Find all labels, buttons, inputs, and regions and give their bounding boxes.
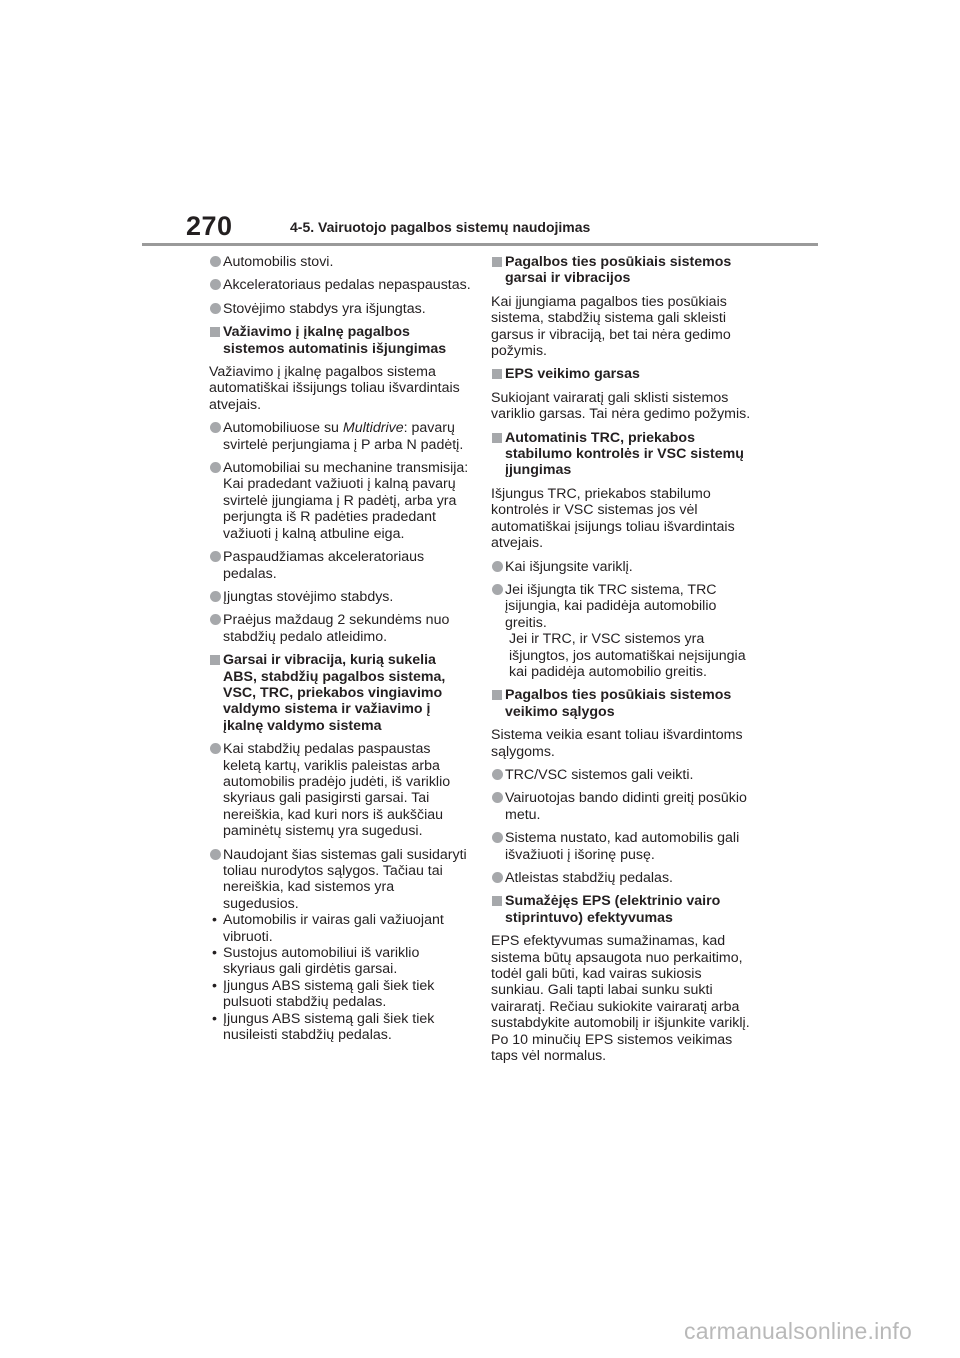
bullet-icon: [210, 849, 221, 860]
watermark-link[interactable]: carmanualsonline.info: [684, 1318, 912, 1344]
bullet-icon: [492, 872, 503, 883]
section-heading: Garsai ir vibracija, kurią sukelia ABS, stabdžių pagalbos sistema, VSC, TRC, priekabos vingiavimo valdymo sistema ir važiavimo į įkalnę valdymo sistema: [209, 652, 471, 734]
bullet-icon: [210, 614, 221, 625]
square-bullet-icon: [492, 257, 502, 267]
list-item: TRC/VSC sistemos gali veikti.: [491, 767, 753, 783]
list-item: Stovėjimo stabdys yra išjungtas.: [209, 301, 471, 317]
bullet-icon: [492, 832, 503, 843]
sub-bullet-marker: •: [212, 945, 217, 962]
list-item: Automobiliuose su Multidrive: pavarų svirtelė perjungiama į P arba N padėtį.: [209, 420, 471, 453]
square-bullet-icon: [492, 896, 502, 906]
list-item: Sistema nustato, kad automobilis gali išvažiuoti į išorinę pusę.: [491, 830, 753, 863]
list-item-continuation: Jei ir TRC, ir VSC sistemos yra išjungtos, jos automatiškai neįsijungia kai padidėja automobilio greitis.: [509, 631, 746, 680]
square-bullet-icon: [492, 369, 502, 379]
chapter-title: 4-5. Vairuotojo pagalbos sistemų naudojimas: [290, 219, 591, 235]
list-item: Kai išjungsite variklį.: [491, 559, 753, 575]
list-item: Kai stabdžių pedalas paspaustas keletą kartų, variklis paleistas arba automobilis pradėjo judėti, iš variklio skyriaus gali pasigirsti garsai. Tai nereiškia, kad kuri nors iš aukščiau paminėtų sistemų yra sugedusi.: [209, 741, 471, 839]
list-item: Praėjus maždaug 2 sekundėms nuo stabdžių pedalo atleidimo.: [209, 612, 471, 645]
section-heading: Sumažėjęs EPS (elektrinio vairo stiprintuvo) efektyvumas: [491, 893, 753, 926]
bullet-icon: [210, 279, 221, 290]
list-item: Jei išjungta tik TRC sistema, TRC įsijungia, kai padidėja automobilio greitis. Jei ir TRC, ir VSC sistemos yra išjungtos, jos automatiškai neįsijungia kai padidėja automobilio greitis.: [491, 582, 753, 680]
bullet-icon: [492, 584, 503, 595]
paragraph: Sukiojant vairaratį gali sklisti sistemos variklio garsas. Tai nėra gedimo požymis.: [491, 389, 751, 423]
bullet-icon: [210, 462, 221, 473]
bullet-icon: [210, 422, 221, 433]
bullet-icon: [210, 743, 221, 754]
paragraph: Sistema veikia esant toliau išvardintoms sąlygoms.: [491, 727, 743, 760]
square-bullet-icon: [210, 655, 220, 665]
sub-bullet-marker: •: [212, 1010, 217, 1027]
section-heading: EPS veikimo garsas: [491, 366, 753, 382]
section-heading: Pagalbos ties posūkiais sistemos garsai ir vibracijos: [491, 254, 753, 287]
list-item: Paspaudžiamas akceleratoriaus pedalas.: [209, 549, 471, 582]
bullet-icon: [492, 561, 503, 572]
sub-list-item: • Įjungus ABS sistemą gali šiek tiek pulsuoti stabdžių pedalas.: [212, 977, 435, 1011]
sub-list-item: • Įjungus ABS sistemą gali šiek tiek nusileisti stabdžių pedalas.: [212, 1010, 435, 1044]
right-column: [491, 254, 753, 1071]
bullet-icon: [492, 792, 503, 803]
paragraph: Išjungus TRC, priekabos stabilumo kontrolės ir VSC sistemas jos vėl automatiškai įsijungs toliau išvardintais atvejais.: [491, 485, 735, 552]
square-bullet-icon: [492, 433, 502, 443]
section-heading: Pagalbos ties posūkiais sistemos veikimo sąlygos: [491, 687, 753, 720]
paragraph: EPS efektyvumas sumažinamas, kad sistema būtų apsaugota nuo perkaitimo, todėl gali būti, kad vairas sukiosis sunkiau. Gali tapti labai sunku sukti vairaratį. Rečiau sukiokite vairaratį arba sustabdykite automobilį ir išjunkite variklį. Po 10 minučių EPS sistemos veikimas taps vėl normalus.: [491, 933, 750, 1065]
list-item: Automobiliai su mechanine transmisija: Kai pradedant važiuoti į kalną pavarų svirtelė įjungiama į R padėtį, arba yra perjungta iš R padėties pradedant važiuoti į kalną atbuline eiga.: [209, 460, 471, 542]
sub-bullet-marker: •: [212, 912, 217, 929]
sub-list-item: • Automobilis ir vairas gali važiuojant vibruoti.: [212, 912, 444, 945]
section-heading: Važiavimo į įkalnę pagalbos sistemos automatinis išjungimas: [209, 324, 471, 357]
list-item: Atleistas stabdžių pedalas.: [491, 870, 753, 886]
left-column: [209, 254, 471, 1043]
section-heading: Automatinis TRC, priekabos stabilumo kontrolės ir VSC sistemų įjungimas: [491, 430, 753, 479]
square-bullet-icon: [210, 327, 220, 337]
list-item: Vairuotojas bando didinti greitį posūkio metu.: [491, 790, 753, 823]
list-item: Įjungtas stovėjimo stabdys.: [209, 589, 471, 605]
square-bullet-icon: [492, 690, 502, 700]
list-item: Automobilis stovi.: [209, 254, 471, 270]
bullet-icon: [210, 256, 221, 267]
bullet-icon: [210, 551, 221, 562]
bullet-icon: [210, 591, 221, 602]
page-number: 270: [186, 211, 233, 241]
page-header: [142, 210, 818, 246]
sub-list-item: • Sustojus automobiliui iš variklio skyriaus gali girdėtis garsai.: [212, 945, 420, 978]
paragraph: Kai įjungiama pagalbos ties posūkiais sistema, stabdžių sistema gali skleisti garsus ir vibraciją, bet tai nėra gedimo požymis.: [491, 293, 731, 360]
paragraph: Važiavimo į įkalnę pagalbos sistema automatiškai išsijungs toliau išvardintais atvejais.: [209, 364, 460, 413]
bullet-icon: [210, 303, 221, 314]
bullet-icon: [492, 769, 503, 780]
list-item: Akceleratoriaus pedalas nepaspaustas.: [209, 277, 471, 293]
header-rule: [142, 243, 818, 246]
sub-bullet-marker: •: [212, 977, 217, 994]
list-item: Naudojant šias sistemas gali susidaryti toliau nurodytos sąlygos. Tačiau tai nereiškia, kad sistemos yra sugedusios.: [209, 847, 471, 913]
